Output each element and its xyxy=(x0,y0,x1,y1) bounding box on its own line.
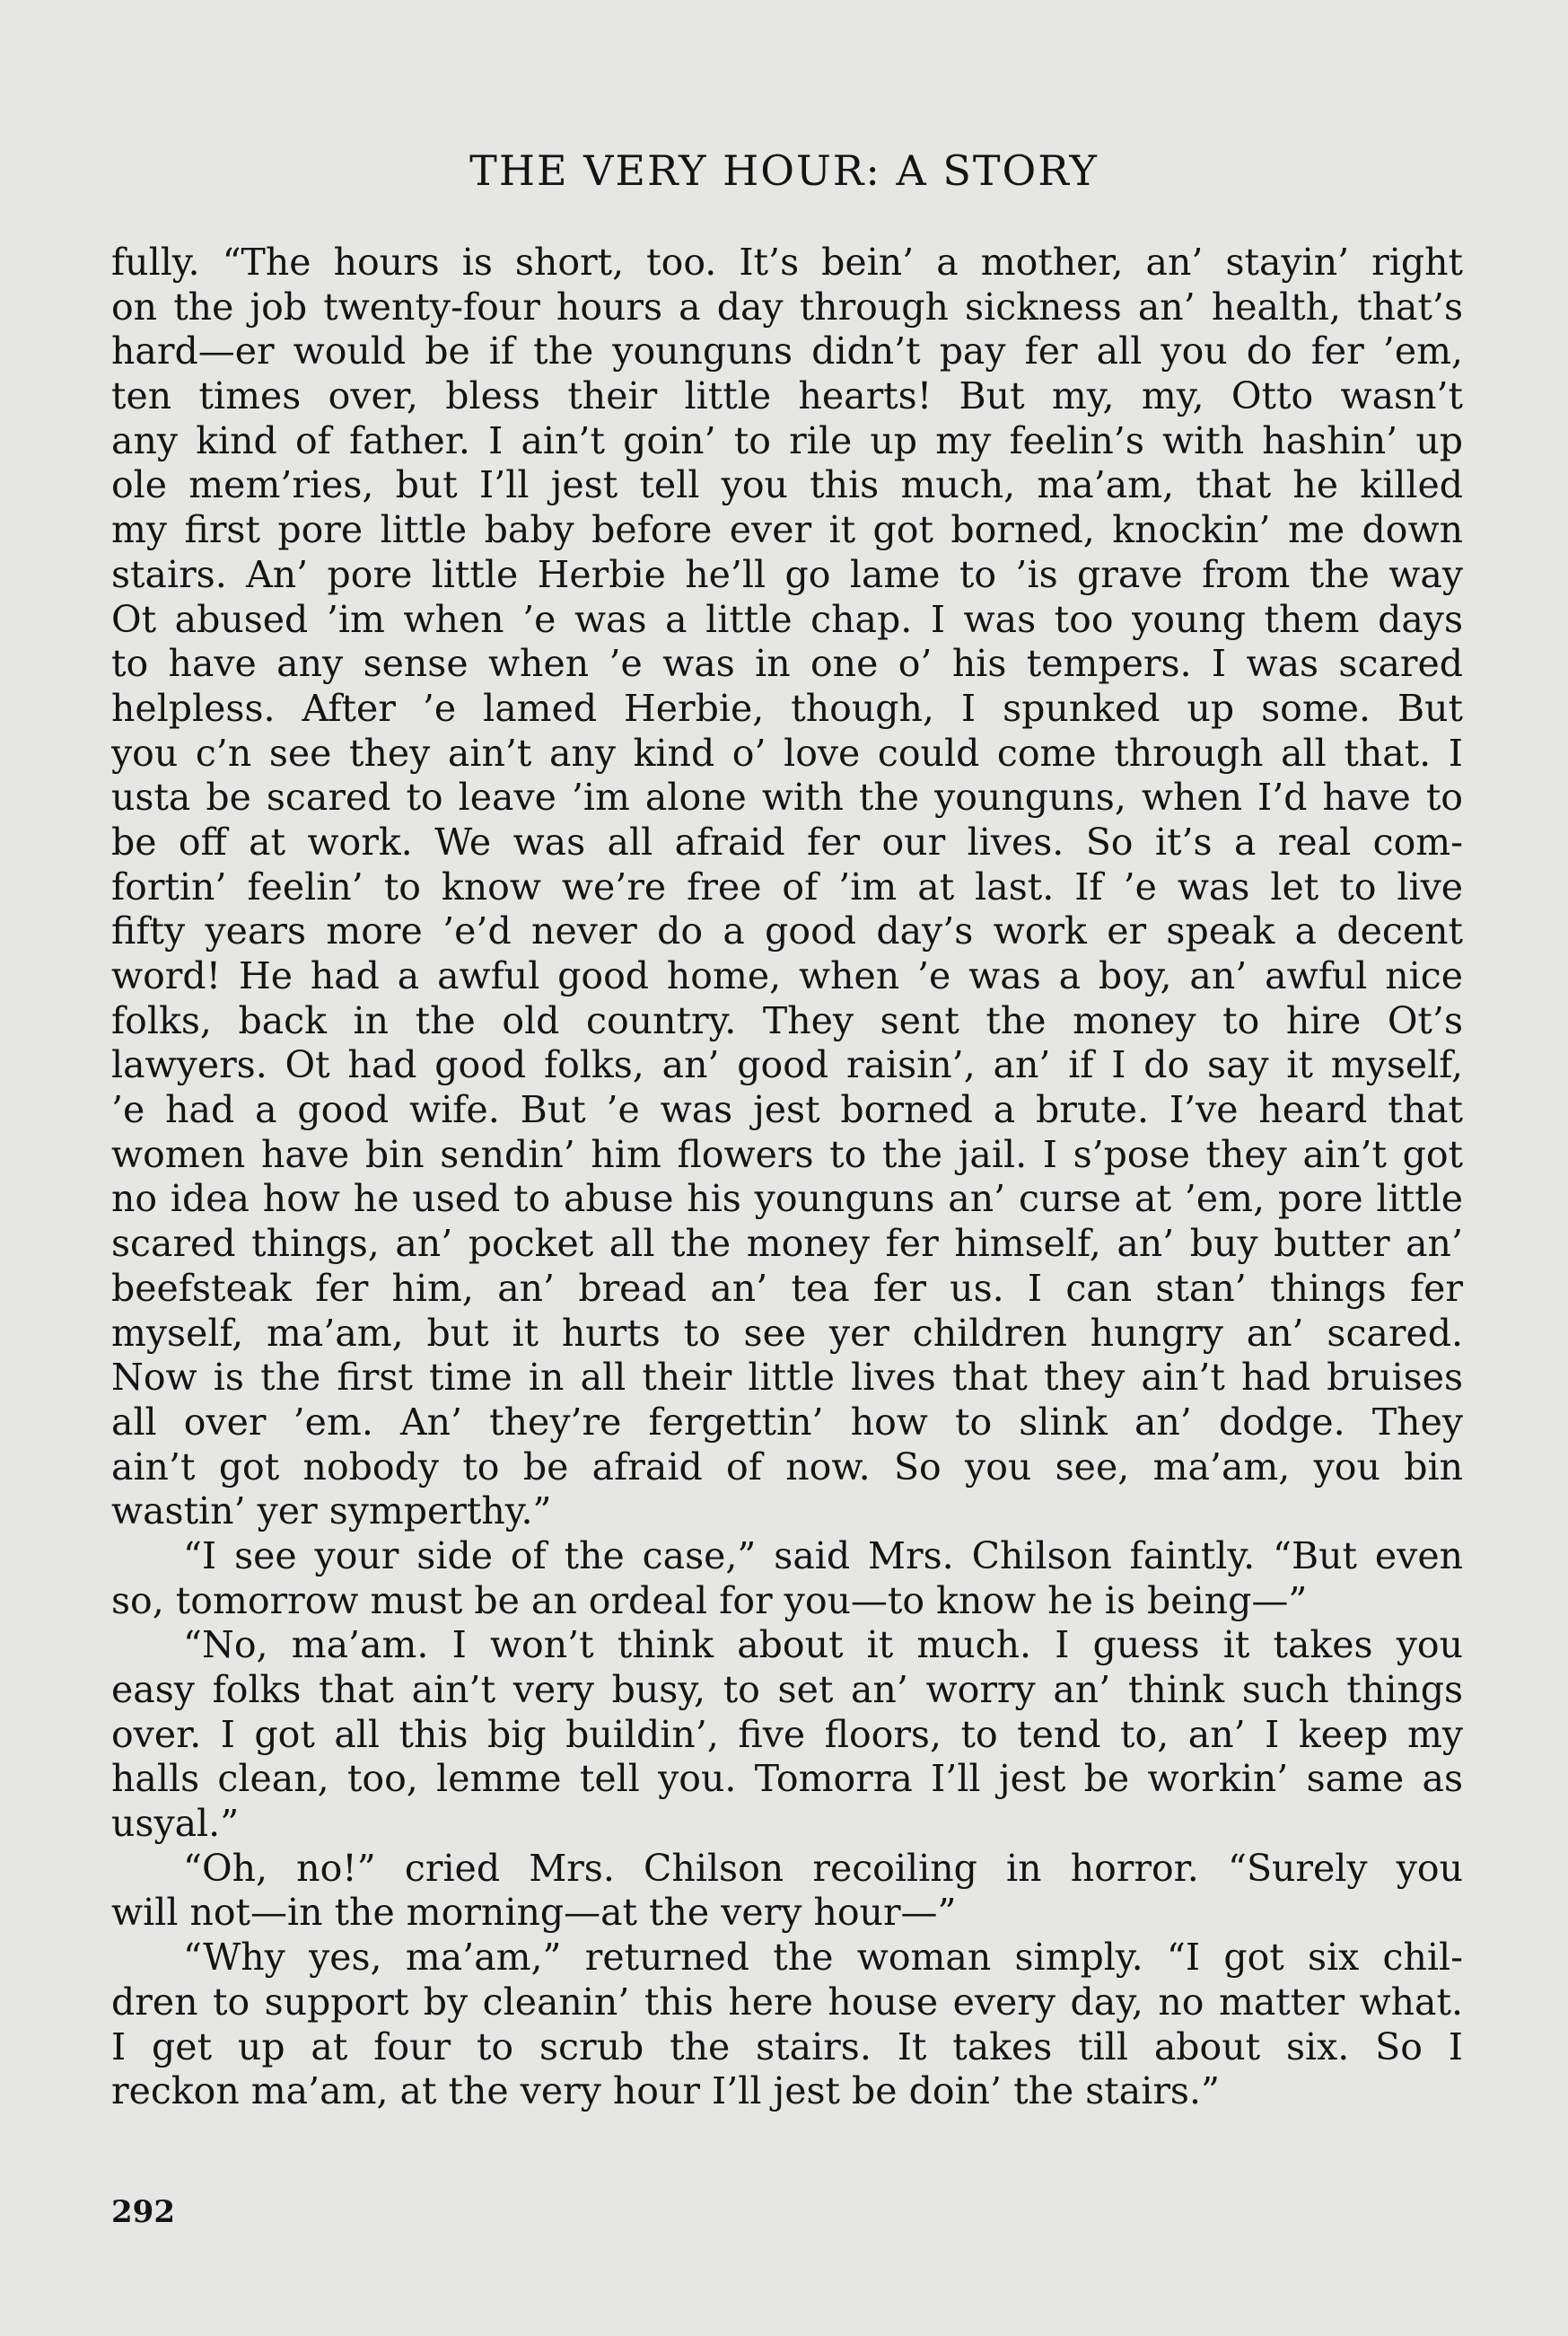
text-line: myself, ma’am, but it hurts to see yer children hungry an’ scared. xyxy=(111,1311,1463,1355)
text-line: will not—in the morning—at the very hour—” xyxy=(111,1891,957,1935)
text-line: folks, back in the old country. They sent the money to hire Ot’s xyxy=(111,998,1463,1042)
text-line: Ot abused ’im when ’e was a little chap. I was too young them days xyxy=(111,597,1463,641)
text-line: ain’t got nobody to be afraid of now. So you see, ma’am, you bin xyxy=(111,1445,1463,1489)
story-text xyxy=(111,241,1463,2114)
text-line: I get up at four to scrub the stairs. It takes till about six. So I xyxy=(111,2024,1463,2068)
text-line: Now is the first time in all their little lives that they ain’t had bruises xyxy=(111,1356,1463,1400)
text-line: usyal.” xyxy=(111,1802,240,1846)
text-line: wastin’ yer symperthy.” xyxy=(111,1489,552,1533)
text-line: ten times over, bless their little hearts! But my, my, Otto wasn’t xyxy=(111,374,1463,418)
text-line: over. I got all this big buildin’, five floors, to tend to, an’ I keep my xyxy=(111,1712,1463,1756)
text-line: usta be scared to leave ’im alone with the younguns, when I’d have to xyxy=(111,776,1463,820)
text-line: my first pore little baby before ever it got borned, knockin’ me down xyxy=(111,508,1463,552)
text-line: halls clean, too, lemme tell you. Tomorra I’ll jest be workin’ same as xyxy=(111,1757,1463,1801)
text-line: you c’n see they ain’t any kind o’ love could come through all that. I xyxy=(111,731,1463,775)
text-line: dren to support by cleanin’ this here house every day, no matter what. xyxy=(111,1980,1463,2024)
text-line: ’e had a good wife. But ’e was jest borned a brute. I’ve heard that xyxy=(111,1088,1463,1132)
text-line: hard—er would be if the younguns didn’t pay fer all you do fer ’em, xyxy=(111,329,1463,373)
text-line: fifty years more ’e’d never do a good day’s work er speak a decent xyxy=(111,909,1463,953)
paragraph-first-line: “I see your side of the case,” said Mrs. Chilson faintly. “But even xyxy=(183,1533,1463,1577)
text-line: be off at work. We was all afraid fer our lives. So it’s a real com- xyxy=(111,820,1463,864)
running-title: THE VERY HOUR: A STORY xyxy=(469,146,1099,195)
text-line: reckon ma’am, at the very hour I’ll jest be doin’ the stairs.” xyxy=(111,2069,1220,2113)
text-line: any kind of father. I ain’t goin’ to rile up my feelin’s with hashin’ up xyxy=(111,418,1463,462)
text-line: all over ’em. An’ they’re fergettin’ how to slink an’ dodge. They xyxy=(111,1400,1463,1444)
text-line: to have any sense when ’e was in one o’ his tempers. I was scared xyxy=(111,642,1463,686)
paragraph-first-line: “No, ma’am. I won’t think about it much. I guess it takes you xyxy=(183,1623,1463,1667)
text-line: ole mem’ries, but I’ll jest tell you this much, ma’am, that he killed xyxy=(111,463,1463,507)
paragraph-first-line: “Why yes, ma’am,” returned the woman simply. “I got six chil- xyxy=(183,1936,1463,1980)
text-line: easy folks that ain’t very busy, to set an’ worry an’ think such things xyxy=(111,1668,1463,1711)
text-line: helpless. After ’e lamed Herbie, though, I spunked up some. But xyxy=(111,686,1463,730)
text-line: fully. “The hours is short, too. It’s bein’ a mother, an’ stayin’ right xyxy=(111,241,1463,284)
text-line: lawyers. Ot had good folks, an’ good raisin’, an’ if I do say it myself, xyxy=(111,1043,1463,1087)
text-line: stairs. An’ pore little Herbie he’ll go lame to ’is grave from the way xyxy=(111,552,1463,596)
text-line: word! He had a awful good home, when ’e was a boy, an’ awful nice xyxy=(111,954,1463,997)
text-line: on the job twenty-four hours a day through sickness an’ health, that’s xyxy=(111,285,1463,329)
paragraph-first-line: “Oh, no!” cried Mrs. Chilson recoiling in horror. “Surely you xyxy=(183,1846,1463,1890)
text-line: women have bin sendin’ him flowers to the jail. I s’pose they ain’t got xyxy=(111,1132,1463,1176)
text-line: no idea how he used to abuse his younguns an’ curse at ’em, pore little xyxy=(111,1177,1463,1221)
text-line: beefsteak fer him, an’ bread an’ tea fer us. I can stan’ things fer xyxy=(111,1266,1463,1310)
text-line: so, tomorrow must be an ordeal for you—to know he is being—” xyxy=(111,1578,1308,1622)
text-line: scared things, an’ pocket all the money fer himself, an’ buy butter an’ xyxy=(111,1222,1463,1266)
page-number: 292 xyxy=(111,2194,175,2230)
text-line: fortin’ feelin’ to know we’re free of ’im at last. If ’e was let to live xyxy=(111,865,1463,909)
